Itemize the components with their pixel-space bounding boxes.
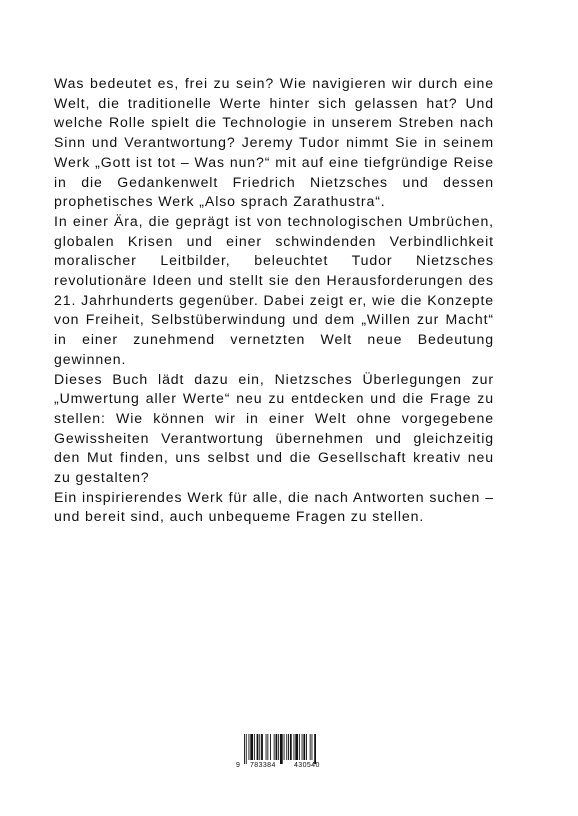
barcode-bar (299, 734, 300, 760)
barcode-digits-right: 430540 (294, 762, 320, 769)
blurb-paragraph-2: In einer Ära, die geprägt ist von technologischen Umbrüchen, globalen Krisen und einer schwindenden Verbindlichkeit moralischer Leitbilder, beleuchtet Tudor Nietzsches revolutionäre Ideen und stellt sie den Herausforderungen des 21. Jahrhunderts gegenüber. Dabei zeigt er, wie die Konzepte von Freiheit, Selbstüberwindung und dem „Willen zur Macht“ in einer zunehmend vernetzten Welt neue Bedeutung gewinnen. (54, 212, 494, 367)
barcode-bar (266, 734, 267, 760)
barcode-bar (267, 734, 268, 760)
barcode-bar (312, 734, 313, 760)
barcode-bar (294, 734, 295, 760)
blurb-paragraph-1: Was bedeutet es, frei zu sein? Wie navigieren wir durch eine Welt, die traditionelle Werte hinter sich gelassen hat? Und welche Rolle spielt die Technologie in unserem Streben nach Sinn und Verantwortung? Jeremy Tudor nimmt Sie in seinem Werk „Gott ist tot – Was nun?“ mit auf eine tiefgründige Reise in die Gedankenwelt Friedrich Nietzsches und dessen prophetisches Werk „Also sprach Zarathustra“. (54, 75, 494, 210)
barcode-bar (259, 734, 260, 760)
barcode-bar (280, 734, 283, 764)
barcode-bar (244, 734, 245, 764)
barcode-bar (310, 734, 311, 760)
isbn-barcode (236, 734, 340, 770)
barcode-bar (290, 734, 292, 760)
barcode-bar (286, 734, 287, 760)
barcode-bar (276, 734, 278, 760)
barcode-bar (314, 734, 316, 764)
barcode-digit-first: 9 (236, 762, 241, 769)
barcode-bar (254, 734, 255, 760)
barcode-bar (303, 734, 305, 760)
barcode-bar (261, 734, 263, 760)
blurb-paragraph-3: Dieses Buch lädt dazu ein, Nietzsches Überlegungen zur „Umwertung aller Werte“ neu zu entdecken und die Frage zu stellen: Wie können wir in einer Welt ohne vorgegebene Gewissheiten Verantwortung übernehmen und gleichzeitig den Mut finden, uns selbst und die Gesellschaft kreativ neu zu gestalten? (54, 370, 494, 486)
barcode-bar (302, 734, 303, 760)
barcode-bar (306, 734, 307, 760)
barcode-bar (278, 734, 279, 760)
barcode-bar (257, 734, 259, 760)
barcode-bar (295, 734, 298, 760)
barcode-digits-left: 783384 (250, 762, 276, 769)
barcode-bar (288, 734, 289, 760)
barcode-bar (274, 734, 275, 760)
barcode-bar (284, 734, 285, 760)
blurb-paragraph-4: Ein inspirierendes Werk für alle, die nach Antworten suchen – und bereit sind, auch unbequeme Fragen zu stellen. (54, 488, 494, 525)
barcode-bar (270, 734, 271, 760)
barcode-bar (250, 734, 253, 760)
barcode-bar (249, 734, 250, 760)
barcode-bar (246, 734, 247, 764)
back-cover-blurb (54, 74, 494, 527)
